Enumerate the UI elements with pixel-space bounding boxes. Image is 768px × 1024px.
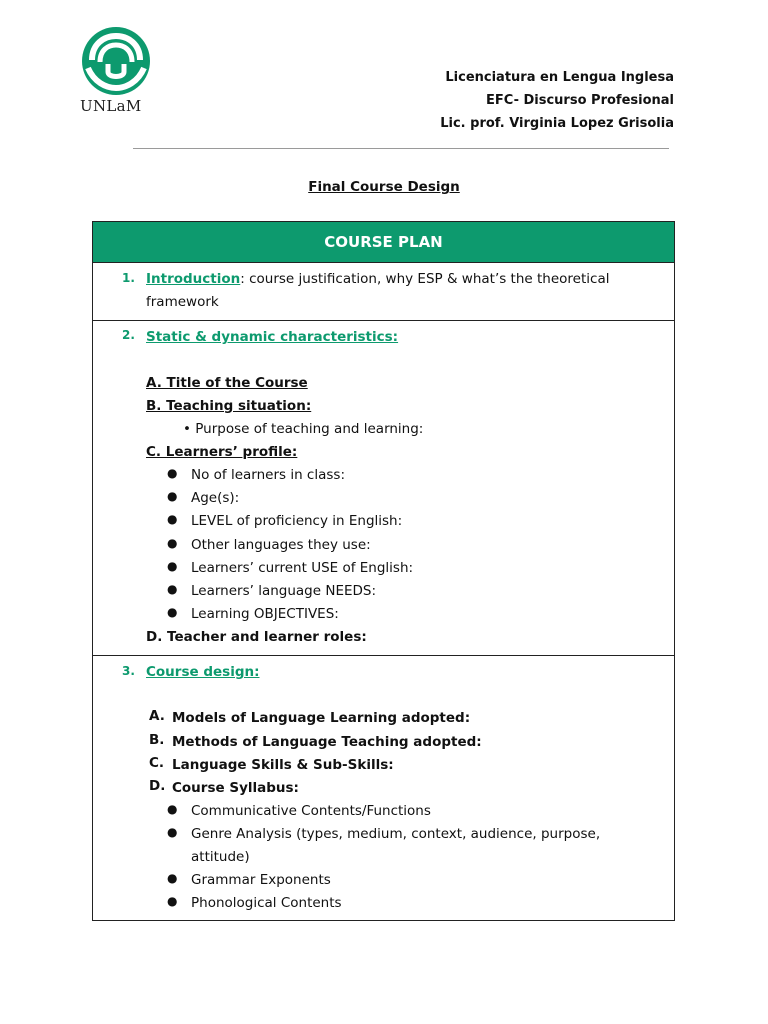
bullet-icon: ● xyxy=(167,802,178,816)
degree-line: Licenciatura en Lengua Inglesa xyxy=(445,70,674,85)
bullet-icon: ● xyxy=(167,489,178,503)
bullet-icon: ● xyxy=(167,894,178,908)
profile-item: Learners’ language NEEDS: xyxy=(191,583,377,599)
introduction-text-cont: framework xyxy=(146,294,219,310)
document-title: Final Course Design xyxy=(308,179,460,195)
course-plan-heading: COURSE PLAN xyxy=(93,222,674,263)
purpose-item: • Purpose of teaching and learning: xyxy=(183,421,424,437)
bullet-icon: ● xyxy=(167,582,178,596)
item-letter: B. xyxy=(149,732,165,748)
profile-item: Learning OBJECTIVES: xyxy=(191,606,339,622)
profile-item: No of learners in class: xyxy=(191,467,345,483)
title-of-course: A. Title of the Course xyxy=(146,375,308,391)
section-characteristics xyxy=(93,321,674,656)
profile-item: LEVEL of proficiency in English: xyxy=(191,513,403,529)
bullet-icon: ● xyxy=(167,559,178,573)
characteristics-heading: Static & dynamic characteristics: xyxy=(146,329,399,345)
section-course-design xyxy=(93,656,674,920)
section-number: 1. xyxy=(122,271,135,285)
bullet-icon: ● xyxy=(167,825,178,839)
syllabus-item-cont: attitude) xyxy=(191,849,250,865)
profile-item: Age(s): xyxy=(191,490,240,506)
bullet-icon: ● xyxy=(167,871,178,885)
bullet-icon: ● xyxy=(167,512,178,526)
section-line xyxy=(146,269,609,289)
unlam-emblem-icon xyxy=(78,26,154,96)
bullet-icon: ● xyxy=(167,605,178,619)
learners-profile: C. Learners’ profile: xyxy=(146,444,298,460)
course-line: EFC- Discurso Profesional xyxy=(485,93,674,108)
introduction-link[interactable]: Introduction xyxy=(146,271,241,287)
syllabus-item: Phonological Contents xyxy=(191,895,342,911)
introduction-text: : course justification, why ESP & what’s the theoretical xyxy=(240,271,610,287)
profile-item: Learners’ current USE of English: xyxy=(191,560,414,576)
item-letter: A. xyxy=(149,708,165,724)
unlam-logo xyxy=(78,26,154,115)
header-divider xyxy=(133,148,669,149)
syllabus-item: Genre Analysis (types, medium, context, audience, purpose, xyxy=(191,826,601,842)
profile-item: Other languages they use: xyxy=(191,537,371,553)
header-info xyxy=(440,66,674,135)
section-introduction xyxy=(93,263,674,321)
design-item: Language Skills & Sub-Skills: xyxy=(172,757,394,773)
bullet-icon: ● xyxy=(167,466,178,480)
teaching-situation: B. Teaching situation: xyxy=(146,398,312,414)
syllabus-item: Grammar Exponents xyxy=(191,872,331,888)
design-item: Methods of Language Teaching adopted: xyxy=(172,734,482,750)
logo-text: UNLaM xyxy=(80,97,142,115)
teacher-learner-roles: D. Teacher and learner roles: xyxy=(146,629,367,645)
syllabus-item: Communicative Contents/Functions xyxy=(191,803,431,819)
bullet-icon: ● xyxy=(167,536,178,550)
design-item: Models of Language Learning adopted: xyxy=(172,710,471,726)
section-number: 3. xyxy=(122,664,135,678)
item-letter: D. xyxy=(149,778,166,794)
professor-line: Lic. prof. Virginia Lopez Grisolia xyxy=(440,116,674,131)
item-letter: C. xyxy=(149,755,165,771)
design-item: Course Syllabus: xyxy=(172,780,299,796)
course-design-heading: Course design: xyxy=(146,664,260,680)
section-number: 2. xyxy=(122,328,135,342)
course-plan-table xyxy=(92,221,675,921)
